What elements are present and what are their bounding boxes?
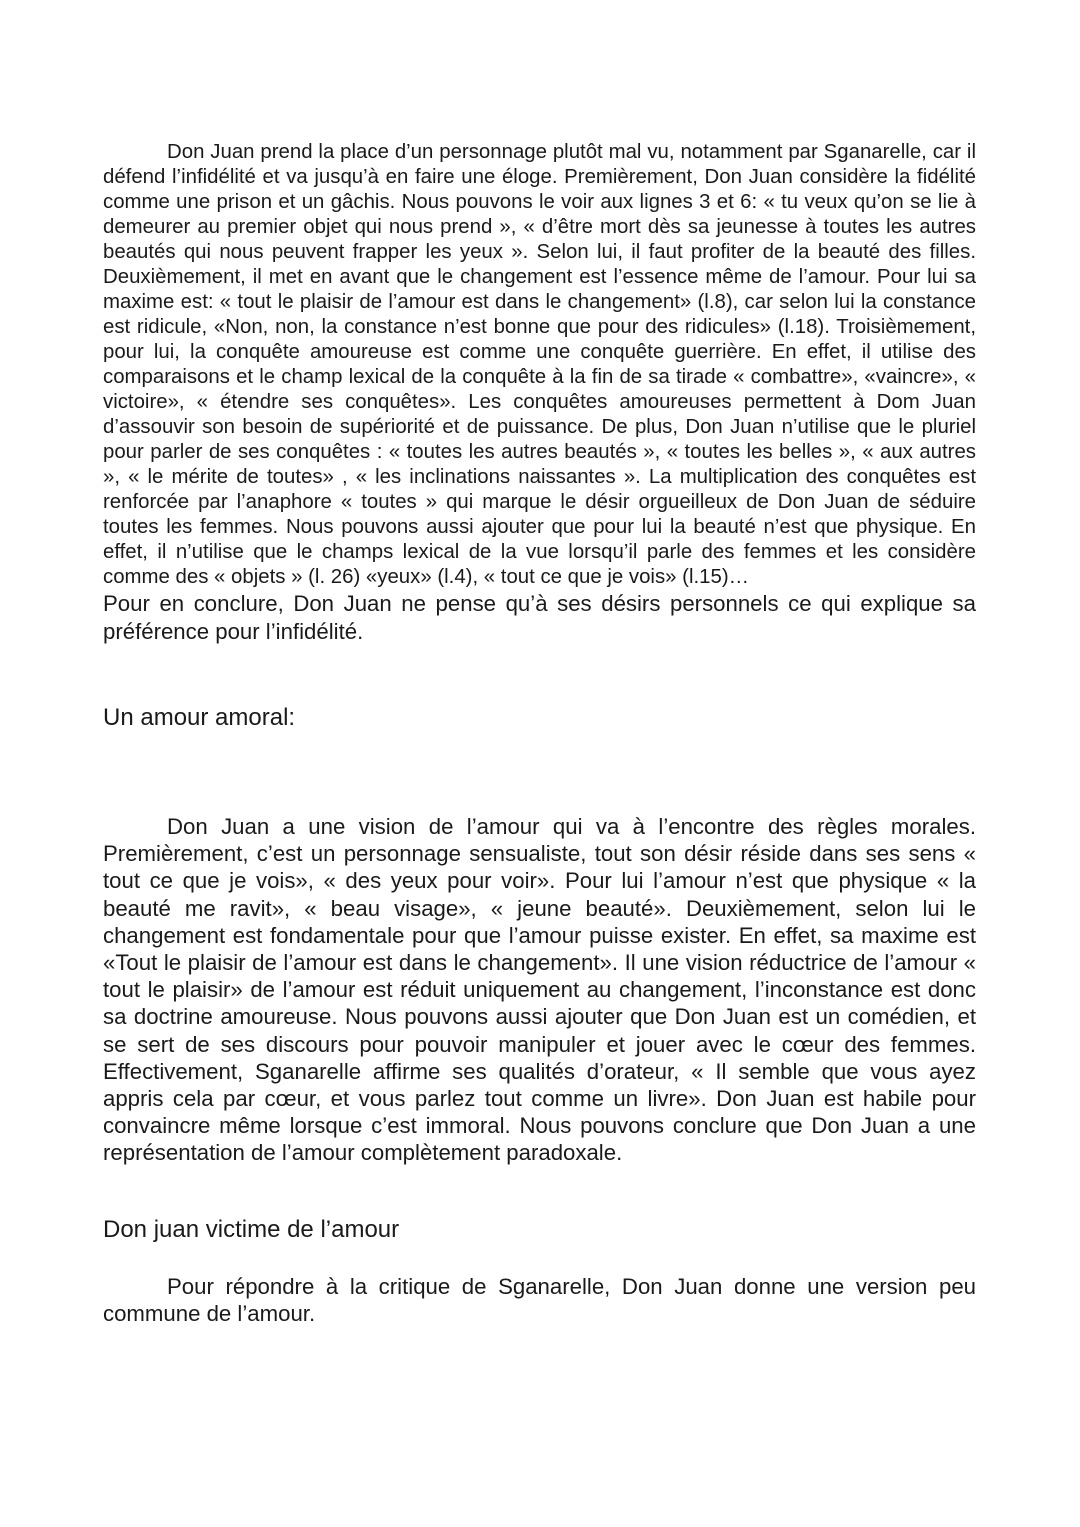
section-heading-victime-amour: Don juan victime de l’amour: [103, 1215, 400, 1243]
paragraph-infidelite: Don Juan prend la place d’un personnage plutôt mal vu, notamment par Sganarelle, car il défend l’infidélité et va jusqu’à en faire une éloge. Premièrement, Don Juan considère la fidélité comme une prison et un gâchis. Nous pouvons le voir aux lignes 3 et 6: « tu veux qu’on se lie à demeurer au premier objet qui nous prend », « d’être mort dès sa jeunesse à toutes les autres beautés qui nous peuvent frapper les yeux ». Selon lui, il faut profiter de la beauté des filles. Deuxièmement, il met en avant que le changement est l’essence même de l’amour. Pour lui sa maxime est: « tout le plaisir de l’amour est dans le changement» (l.8), car selon lui la constance est ridicule, «Non, non, la constance n’est bonne que pour des ridicules» (l.18). Troisièmement, pour lui, la conquête amoureuse est comme une conquête guerrière. En effet, il utilise des comparaisons et le champ lexical de la conquête à la fin de sa tirade « combattre», «vaincre», « victoire», « étendre ses conquêtes». Les conquêtes amoureuses permettent à Dom Juan d’assouvir son besoin de supériorité et de puissance. De plus, Don Juan n’utilise que le pluriel pour parler de ses conquêtes : « toutes les autres beautés », « toutes les belles », « aux autres », « le mérite de toutes» , « les inclinations naissantes ». La multiplication des conquêtes est renforcée par l’anaphore « toutes » qui marque le désir orgueilleux de Don Juan de séduire toutes les femmes. Nous pouvons aussi ajouter que pour lui la beauté n’est que physique. En effet, il n’utilise que le champs lexical de la vue lorsqu’il parle des femmes et les considère comme des « objets » (l. 26) «yeux» (l.4), « tout ce que je vois» (l.15)…: [103, 141, 976, 588]
paragraph-conclusion: Pour en conclure, Don Juan ne pense qu’à ses désirs personnels ce qui explique sa préférence pour l’infidélité.: [103, 591, 976, 644]
paragraph-amour-amoral: Don Juan a une vision de l’amour qui va à l’encontre des règles morales. Premièrement, c’est un personnage sensualiste, tout son désir réside dans ses sens « tout ce que je vois», « des yeux pour voir». Pour lui l’amour n’est que physique « la beauté me ravit», « beau visage», « jeune beauté». Deuxièmement, selon lui le changement est fondamentale pour que l’amour puisse exister. En effet, sa maxime est «Tout le plaisir de l’amour est dans le changement». Il une vision réductrice de l’amour « tout le plaisir» de l’amour est réduit uniquement au changement, l’inconstance est donc sa doctrine amoureuse. Nous pouvons aussi ajouter que Don Juan est un comédien, et se sert de ses discours pour pouvoir manipuler et jouer avec le cœur des femmes. Effectivement, Sganarelle affirme ses qualités d’orateur, « Il semble que vous ayez appris cela par cœur, et vous parlez tout comme un livre». Don Juan est habile pour convaincre même lorsque c’est immoral. Nous pouvons conclure que Don Juan a une représentation de l’amour complètement paradoxale.: [103, 814, 976, 1166]
page-content: [103, 140, 976, 1327]
section-heading-amour-amoral: Un amour amoral:: [103, 704, 296, 731]
paragraph-victime-amour: Pour répondre à la critique de Sganarelle, Don Juan donne une version peu commune de l’amour.: [103, 1273, 976, 1326]
